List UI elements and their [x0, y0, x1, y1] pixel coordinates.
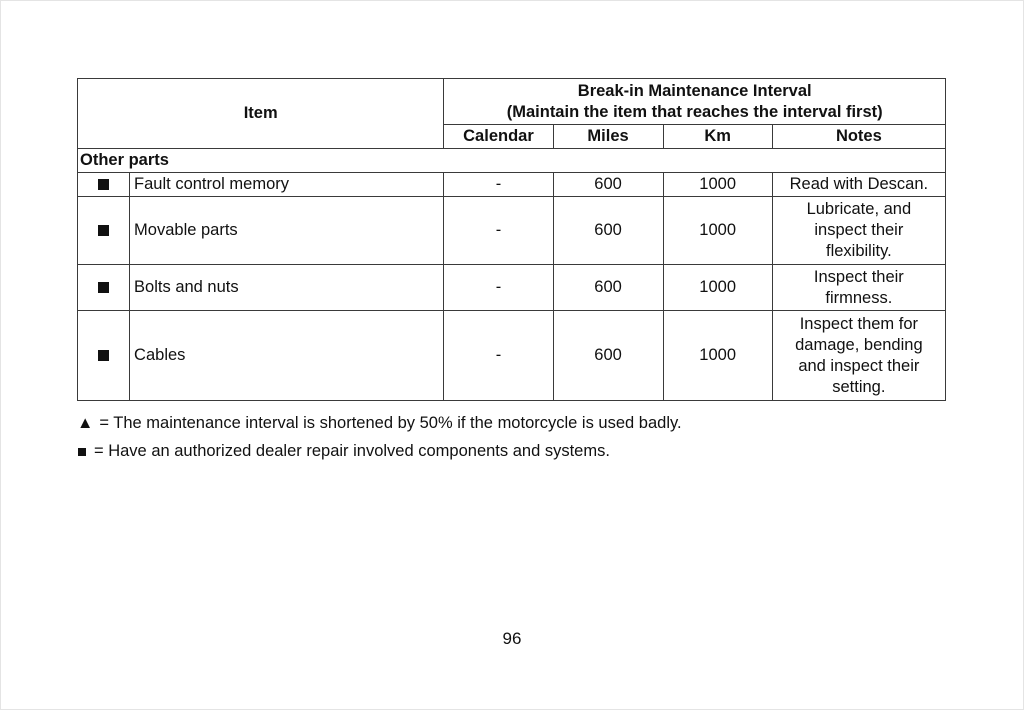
square-bullet-icon	[98, 350, 109, 361]
maintenance-table	[77, 78, 946, 401]
row-notes: Inspect their firmness.	[772, 265, 945, 311]
interval-title: Break-in Maintenance Interval	[577, 81, 812, 100]
row-km: 1000	[663, 173, 772, 197]
interval-subtitle: (Maintain the item that reaches the interval first)	[506, 102, 883, 121]
table-row	[78, 311, 946, 401]
header-interval	[444, 79, 946, 125]
row-miles: 600	[553, 265, 663, 311]
row-calendar: -	[444, 265, 553, 311]
row-calendar: -	[444, 311, 553, 401]
square-bullet-icon	[98, 179, 109, 190]
triangle-icon: ▲	[77, 414, 94, 432]
row-km: 1000	[663, 197, 772, 265]
square-bullet-icon	[98, 225, 109, 236]
square-icon	[78, 448, 86, 456]
header-notes: Notes	[772, 125, 945, 149]
row-item: Movable parts	[130, 197, 444, 265]
footnote-square-text: = Have an authorized dealer repair involved components and systems.	[94, 442, 610, 460]
row-calendar: -	[444, 197, 553, 265]
row-mark	[78, 173, 130, 197]
footnotes	[77, 409, 682, 465]
row-mark	[78, 311, 130, 401]
table-row	[78, 265, 946, 311]
footnote-triangle	[77, 409, 682, 437]
header-km: Km	[663, 125, 772, 149]
row-km: 1000	[663, 311, 772, 401]
footnote-square	[77, 437, 682, 465]
table-row	[78, 173, 946, 197]
group-label: Other parts	[78, 149, 946, 173]
header-calendar: Calendar	[444, 125, 553, 149]
row-miles: 600	[553, 173, 663, 197]
row-miles: 600	[553, 311, 663, 401]
table-row	[78, 197, 946, 265]
header-miles: Miles	[553, 125, 663, 149]
page-number: 96	[502, 629, 522, 648]
row-notes: Read with Descan.	[772, 173, 945, 197]
footnote-triangle-text: = The maintenance interval is shortened by 50% if the motorcycle is used badly.	[99, 414, 682, 432]
square-bullet-icon	[98, 282, 109, 293]
row-calendar: -	[444, 173, 553, 197]
row-km: 1000	[663, 265, 772, 311]
row-mark	[78, 265, 130, 311]
row-item: Bolts and nuts	[130, 265, 444, 311]
row-item: Cables	[130, 311, 444, 401]
row-mark	[78, 197, 130, 265]
row-notes: Inspect them for damage, bending and inspect their setting.	[772, 311, 945, 401]
row-item: Fault control memory	[130, 173, 444, 197]
header-item: Item	[78, 79, 444, 149]
row-miles: 600	[553, 197, 663, 265]
row-notes: Lubricate, and inspect their flexibility.	[772, 197, 945, 265]
